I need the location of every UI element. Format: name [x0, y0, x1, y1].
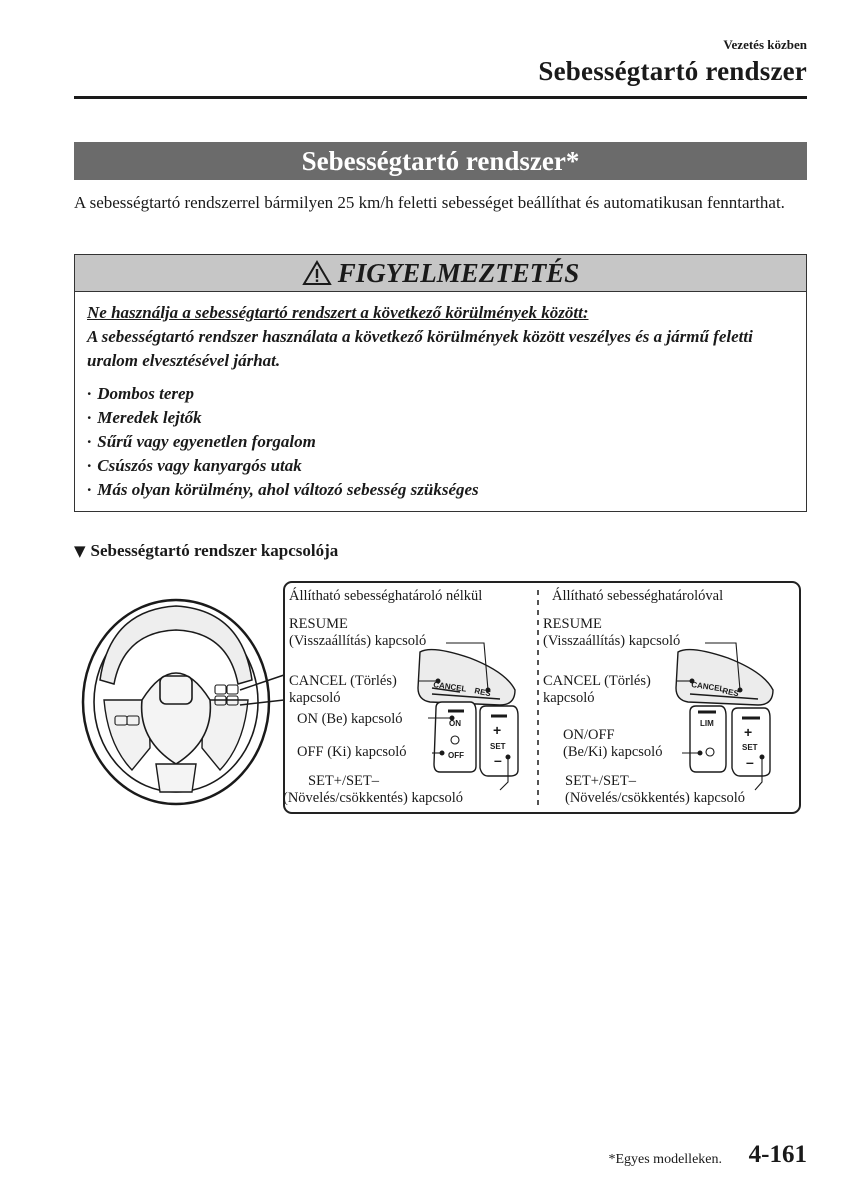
left-resume-sub: (Visszaállítás) kapcsoló: [289, 633, 427, 649]
warning-item: · Csúszós vagy kanyargós utak: [87, 454, 792, 478]
plus-switch-text: +: [493, 722, 502, 738]
lim-switch-text: LIM: [700, 719, 714, 728]
plus-switch-text: +: [744, 724, 753, 740]
left-cancel-sub: kapcsoló: [289, 690, 341, 706]
right-onoff-sub: (Be/Ki) kapcsoló: [563, 744, 663, 760]
set-switch-text: SET: [742, 743, 758, 752]
left-on-label: ON (Be) kapcsoló: [297, 711, 403, 727]
right-set-label: SET+/SET–: [565, 773, 637, 789]
set-switch-text: SET: [490, 742, 506, 751]
section-title: Sebességtartó rendszer*: [74, 142, 807, 180]
cancel-switch-text: CANCEL: [432, 680, 467, 694]
warning-item: · Más olyan körülmény, ahol változó sebesség szükséges: [87, 478, 792, 502]
warning-text: A sebességtartó rendszer használata a következő körülmények között veszélyes és a jármű feletti uralom elvesztésével járhat.: [87, 327, 753, 370]
warning-item: · Meredek lejtők: [87, 406, 792, 430]
left-heading: Állítható sebességhatároló nélkül: [289, 588, 483, 604]
right-cancel-label: CANCEL (Törlés): [543, 673, 651, 689]
minus-switch-text: –: [746, 754, 754, 770]
warning-lead: Ne használja a sebességtartó rendszert a következő körülmények között:: [87, 303, 589, 322]
page-number: 4-161: [748, 1141, 807, 1168]
right-onoff-label: ON/OFF: [563, 727, 615, 743]
page-title: Sebességtartó rendszer: [538, 56, 807, 86]
right-resume-sub: (Visszaállítás) kapcsoló: [543, 633, 681, 649]
chapter-label: Vezetés közben: [723, 37, 807, 52]
warning-heading: FIGYELMEZTETÉS: [337, 258, 580, 288]
res-switch-text: RES: [721, 686, 740, 699]
right-set-sub: (Növelés/csökkentés) kapcsoló: [565, 790, 745, 806]
right-cancel-sub: kapcsoló: [543, 690, 595, 706]
right-resume-label: RESUME: [543, 616, 602, 632]
cancel-switch-text: CANCEL: [690, 680, 725, 694]
subsection-title: Sebességtartó rendszer kapcsolója: [90, 541, 339, 560]
triangle-marker-icon: ▼: [74, 542, 86, 560]
left-set-sub: (Növelés/csökkentés) kapcsoló: [283, 790, 463, 806]
left-cancel-label: CANCEL (Törlés): [289, 673, 397, 689]
minus-switch-text: –: [494, 752, 502, 768]
footnote: *Egyes modelleken.: [608, 1152, 722, 1167]
intro-paragraph: A sebességtartó rendszerrel bármilyen 25 km/h feletti sebességet beállíthat és automatikusan fenntarthat.: [74, 193, 785, 212]
left-off-label: OFF (Ki) kapcsoló: [297, 744, 407, 760]
left-set-label: SET+/SET–: [308, 773, 380, 789]
off-switch-text: OFF: [448, 751, 464, 760]
right-heading: Állítható sebességhatárolóval: [552, 588, 724, 604]
warning-item: · Dombos terep: [87, 382, 792, 406]
steering-wheel-illustration: [83, 600, 269, 804]
left-resume-label: RESUME: [289, 616, 348, 632]
res-switch-text: RES: [473, 686, 492, 699]
warning-item: · Sűrű vagy egyenetlen forgalom: [87, 430, 792, 454]
on-switch-text: ON: [449, 719, 461, 728]
